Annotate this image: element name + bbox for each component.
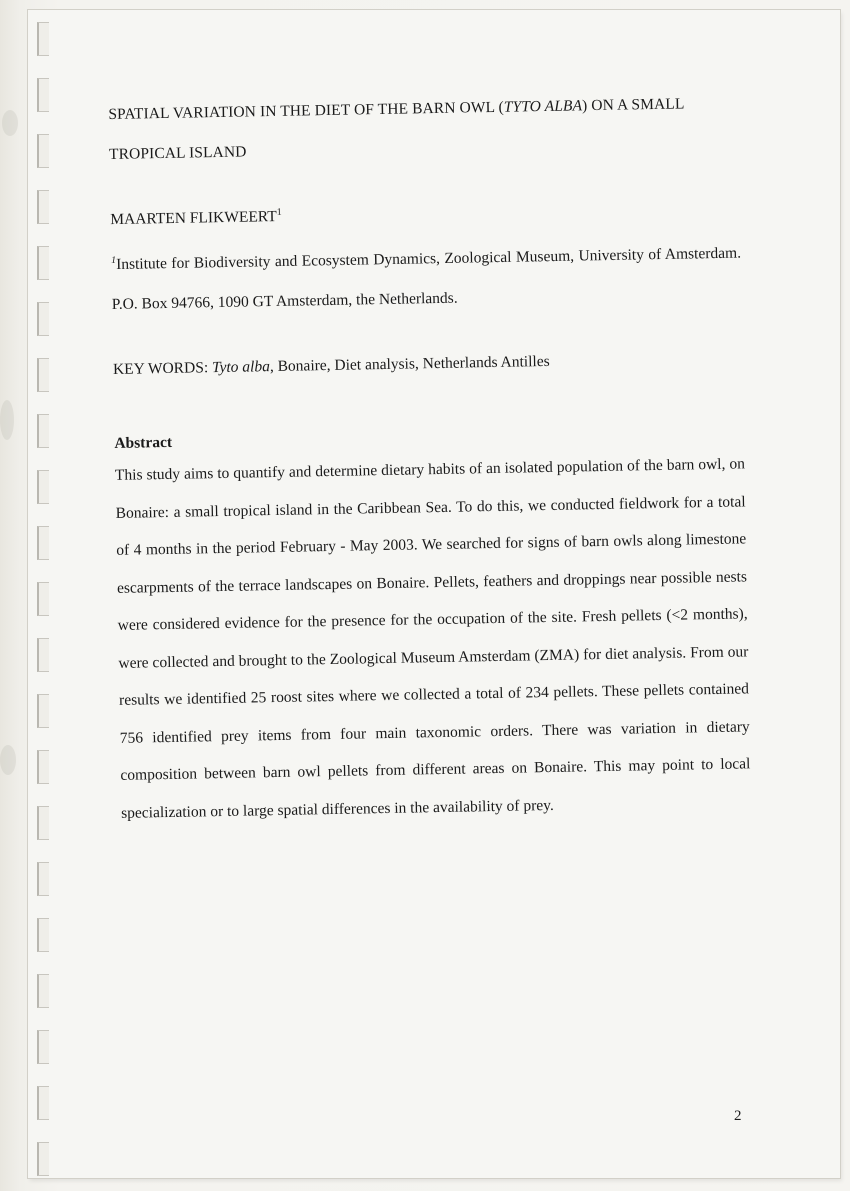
scan-smudge	[0, 745, 16, 775]
abstract-body: This study aims to quantify and determine dietary habits of an isolated population of the barn owl, on Bonaire: a small tropical island in the Caribbean Sea. To do this, we conducted fieldwork for a total of 4 months in the period February - May 2003. We searched for signs of barn owls along limestone escarpments of the terrace landscapes on Bonaire. Pellets, feathers and droppings near possible nests were considered evidence for the presence for the occupation of the site. Fresh pellets (<2 months), were collected and brought to the Zoological Museum Amsterdam (ZMA) for diet analysis. From our results we identified 25 roost sites where we collected a total of 234 pellets. These pellets contained 756 identified prey items from four main taxonomic orders. There was variation in dietary composition between barn owl pellets from different areas on Bonaire. This may point to local specialization or to large spatial differences in the availability of prey.	[114, 455, 751, 822]
page-number: 2	[734, 1108, 742, 1124]
keywords: KEY WORDS: Tyto alba, Bonaire, Diet analysis, Netherlands Antilles	[112, 353, 550, 379]
scan-smudge	[0, 400, 14, 440]
binding-holes	[33, 18, 55, 1178]
page-content	[108, 83, 751, 832]
author-line: MAARTEN FLIKWEERT$^1$	[110, 206, 282, 229]
author-name: MAARTEN FLIKWEERT	[110, 208, 277, 229]
paper-title: SPATIAL VARIATION IN THE DIET OF THE BARN OWL (TYTO ALBA) ON A SMALL TROPICAL ISLAND	[108, 95, 685, 163]
scan-smudge	[2, 110, 18, 136]
affiliation: $^1$Institute for Biodiversity and Ecosystem Dynamics, Zoological Museum, University of Amsterdam. P.O. Box 94766, 1090 GT Amsterdam, the Netherlands.	[110, 244, 742, 314]
abstract-heading: Abstract	[114, 434, 173, 453]
